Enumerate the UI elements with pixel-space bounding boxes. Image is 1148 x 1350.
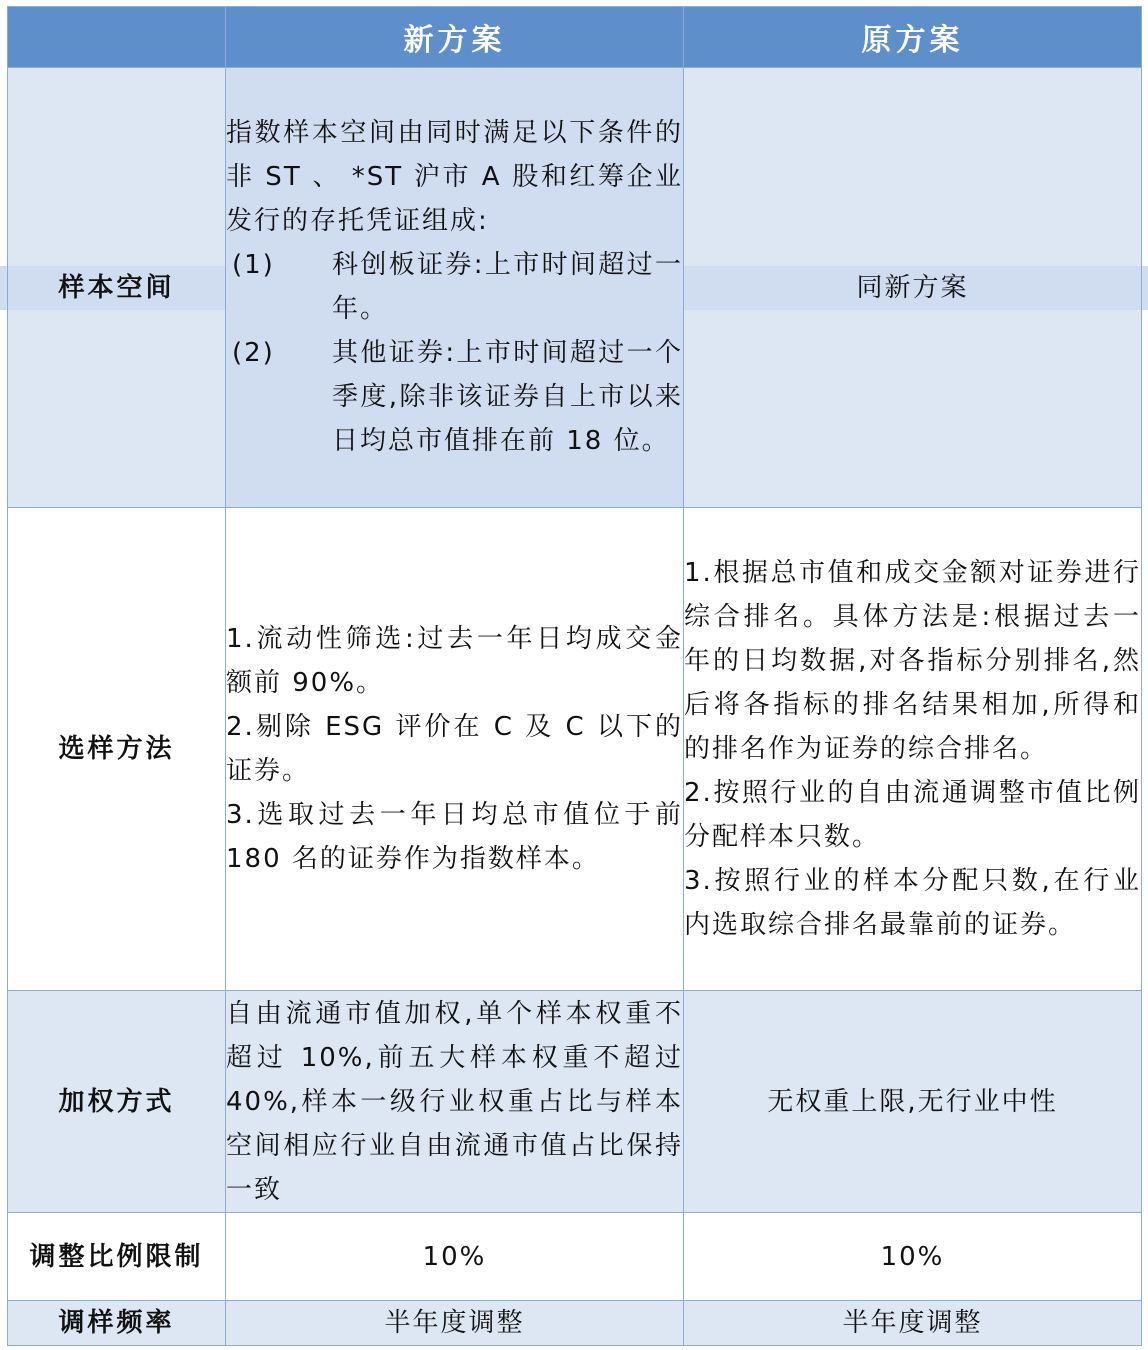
row-universe: [8, 68, 1142, 508]
header-new-scheme: 新方案: [226, 7, 684, 68]
header-row: [8, 7, 1142, 68]
row-weighting: [8, 991, 1142, 1213]
selection-new-item: 2.剔除 ESG 评价在 C 及 C 以下的证券。: [226, 712, 683, 786]
weighting-new-cell: 自由流通市值加权,单个样本权重不超过 10%,前五大样本权重不超过 40%,样本一级行业权重占比与样本空间相应行业自由流通市值占比保持一致: [226, 991, 684, 1213]
frequency-new-cell: 半年度调整: [226, 1301, 684, 1346]
universe-new-item: [226, 331, 683, 463]
selection-old-item: 1.根据总市值和成交金额对证券进行综合排名。具体方法是:根据过去一年的日均数据,对各指标分别排名,然后将各指标的排名结果相加,所得和的排名作为证券的综合排名。: [684, 558, 1141, 764]
label-selection: 选样方法: [8, 508, 226, 991]
label-universe: [8, 68, 226, 508]
item-text: 其他证券:上市时间超过一个季度,除非该证券自上市以来日均总市值排在前 18 位。: [332, 337, 683, 456]
label-frequency: 调样频率: [8, 1301, 226, 1346]
weighting-old-cell: 无权重上限,无行业中性: [684, 991, 1142, 1213]
header-old-scheme: 原方案: [684, 7, 1142, 68]
item-number: (2): [232, 337, 275, 368]
universe-new-item: [226, 243, 683, 331]
row-cap: [8, 1213, 1142, 1301]
label-universe-text: 样本空间: [58, 272, 175, 303]
universe-old-band: [668, 266, 1148, 310]
label-universe-band: [0, 266, 241, 310]
cap-new-cell: 10%: [226, 1213, 684, 1301]
header-blank: [8, 7, 226, 68]
universe-old-cell: [684, 68, 1142, 508]
item-text: 科创板证券:上市时间超过一年。: [332, 249, 683, 324]
selection-new-item: 1.流动性筛选:过去一年日均成交金额前 90%。: [226, 624, 683, 698]
label-cap: 调整比例限制: [8, 1213, 226, 1301]
selection-old-item: 3.按照行业的样本分配只数,在行业内选取综合排名最靠前的证券。: [684, 866, 1141, 940]
label-weighting: 加权方式: [8, 991, 226, 1213]
item-number: (1): [232, 249, 275, 280]
comparison-table: [7, 6, 1142, 1346]
frequency-old-cell: 半年度调整: [684, 1301, 1142, 1346]
cap-old-cell: 10%: [684, 1213, 1142, 1301]
selection-new-cell: [226, 508, 684, 991]
selection-old-item: 2.按照行业的自由流通调整市值比例分配样本只数。: [684, 778, 1141, 852]
universe-new-intro: 指数样本空间由同时满足以下条件的非 ST 、 *ST 沪市 A 股和红筹企业发行的存托凭证组成:: [226, 117, 683, 236]
row-selection: [8, 508, 1142, 991]
row-frequency: [8, 1301, 1142, 1346]
selection-old-cell: [684, 508, 1142, 991]
universe-new-cell: [226, 68, 684, 508]
universe-old-text: 同新方案: [856, 272, 969, 303]
selection-new-item: 3.选取过去一年日均总市值位于前 180 名的证券作为指数样本。: [226, 800, 683, 874]
